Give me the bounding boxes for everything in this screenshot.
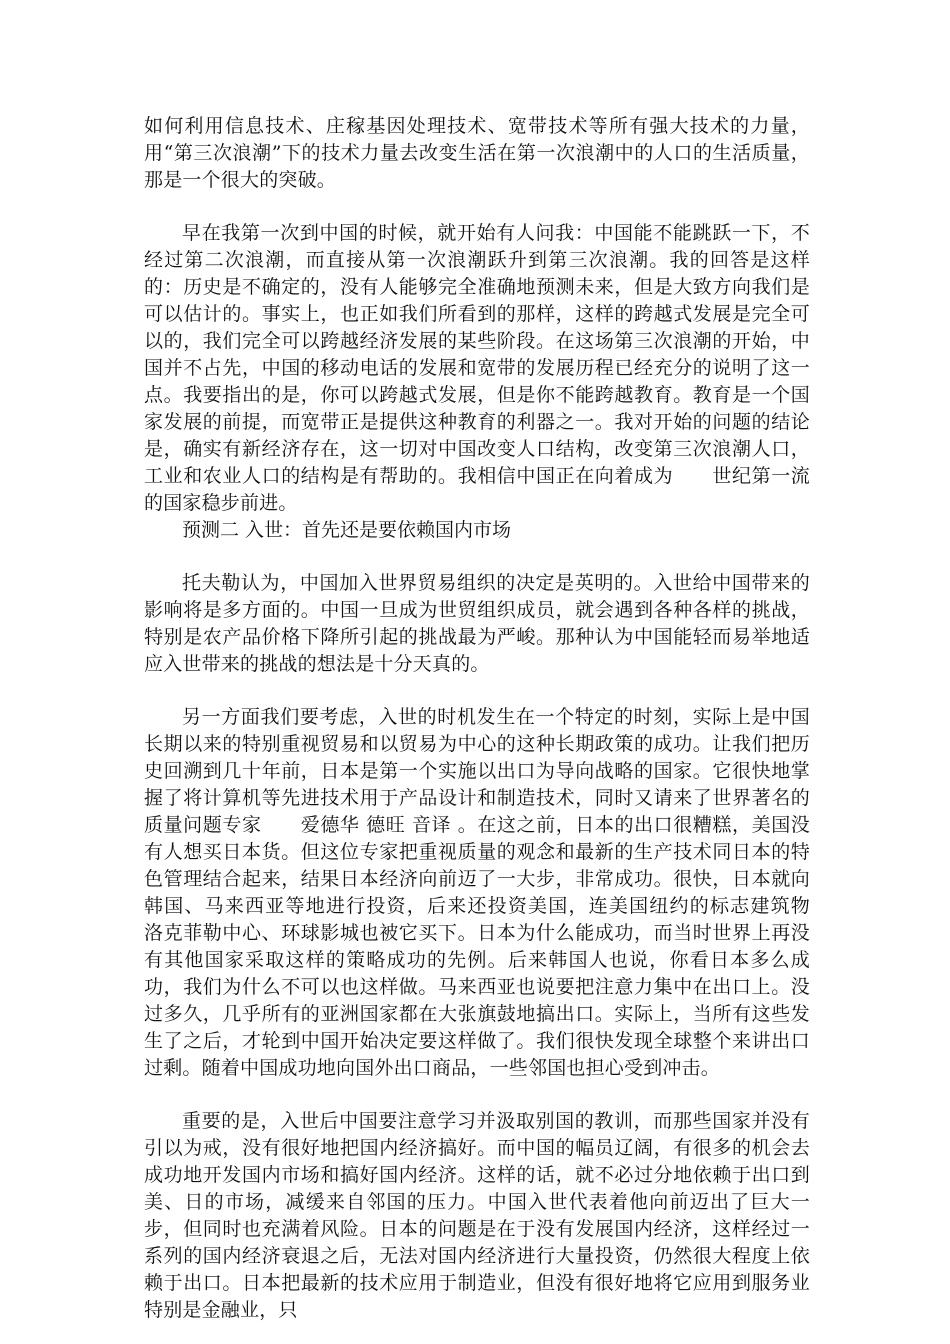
paragraph-export-history: 另一方面我们要考虑，入世的时机发生在一个特定的时刻，实际上是中国长期以来的特别重视贸易和以贸易为中心的这种长期政策的成功。让我们把历史回溯到几十年前，日本是第一个实施以出口为导向战略的国家。它很快地掌握了将计算机等先进技术用于产品设计和制造技术，同时又请来了世界著名的质量问题专家 爱德华 德旺 音译 。在这之前，日本的出口很糟糕，美国没有人想买日本货。但这位专家把重视质量的观念和最新的生产技术同日本的特色管理结合起来，结果日本经济向前迈了一大步，非常成功。很快，日本就向韩国、马来西亚等地进行投资，后来还投资美国，连美国纽约的标志建筑物 洛克菲勒中心、环球影城也被它买下。日本为什么能成功，而当时世界上再没有其他国家采取这样的策略成功的先例。后来韩国人也说，你看日本多么成功，我们为什么不可以也这样做。马来西亚也说要把注意力集中在出口上。没过多久，几乎所有的亚洲国家都在大张旗鼓地搞出口。实际上，当所有这些发生了之后，才轮到中国开始决定要这样做了。我们很快发现全球整个来讲出口过剩。随着中国成功地向国外出口商品，一些邻国也担心受到冲击。 xyxy=(144,706,849,1079)
paragraph-opening: 如何利用信息技术、庄稼基因处理技术、宽带技术等所有强大技术的力量，用“第三次浪潮”下的技术力量去改变生活在第一次浪潮中的人口的生活质量，那是一个很大的突破。 xyxy=(144,115,810,191)
paragraph-domestic-market: 重要的是，入世后中国要注意学习并汲取别国的教训，而那些国家并没有引以为戒，没有很好地把国内经济搞好。而中国的幅员辽阔，有很多的机会去成功地开发国内市场和搞好国内经济。这样的话，就不必过分地依赖于出口到美、日的市场，减缓来自邻国的压力。中国入世代表着他向前迈出了巨大一步，但同时也充满着风险。日本的问题是在于没有发展国内经济，这样经过一系列的国内经济衰退之后，无法对国内经济进行大量投资，仍然很大程度上依赖于出口。日本把最新的技术应用于制造业，但没有很好地将它应用到服务业特别是金融业，只 xyxy=(144,1110,810,1321)
section-heading: 预测二 入世：首先还是要依赖国内市场 xyxy=(182,519,512,541)
paragraph-leapfrog: 早在我第一次到中国的时候，就开始有人问我：中国能不能跳跃一下，不经过第二次浪潮，而直接从第一次浪潮跃升到第三次浪潮。我的回答是这样的：历史是不确定的，没有人能够完全准确地预测未来，但是大致方向我们是可以估计的。事实上，也正如我们所看到的那样，这样的跨越式发展是完全可以的，我们完全可以跨越经济发展的某些阶段。在这场第三次浪潮的开始，中国并不占先，中国的移动电话的发展和宽带的发展历程已经充分的说明了这一点。我要指出的是，你可以跨越式发展，但是你不能跨越教育。教育是一个国家发展的前提，而宽带正是提供这种教育的利器之一。我对开始的问题的结论是，确实有新经济存在，这一切对中国改变人口结构，改变第三次浪潮人口，工业和农业人口的结构是有帮助的。我相信中国正在向着成为 世纪第一流的国家稳步前进。 xyxy=(144,222,810,514)
paragraph-wto-decision: 托夫勒认为，中国加入世界贸易组织的决定是英明的。入世给中国带来的影响将是多方面的。中国一旦成为世贸组织成员，就会遇到各种各样的挑战，特别是农产品价格下降所引起的挑战最为严峻。那种认为中国能轻而易举地适应入世带来的挑战的想法是十分天真的。 xyxy=(144,572,810,675)
document-page xyxy=(144,113,849,1324)
